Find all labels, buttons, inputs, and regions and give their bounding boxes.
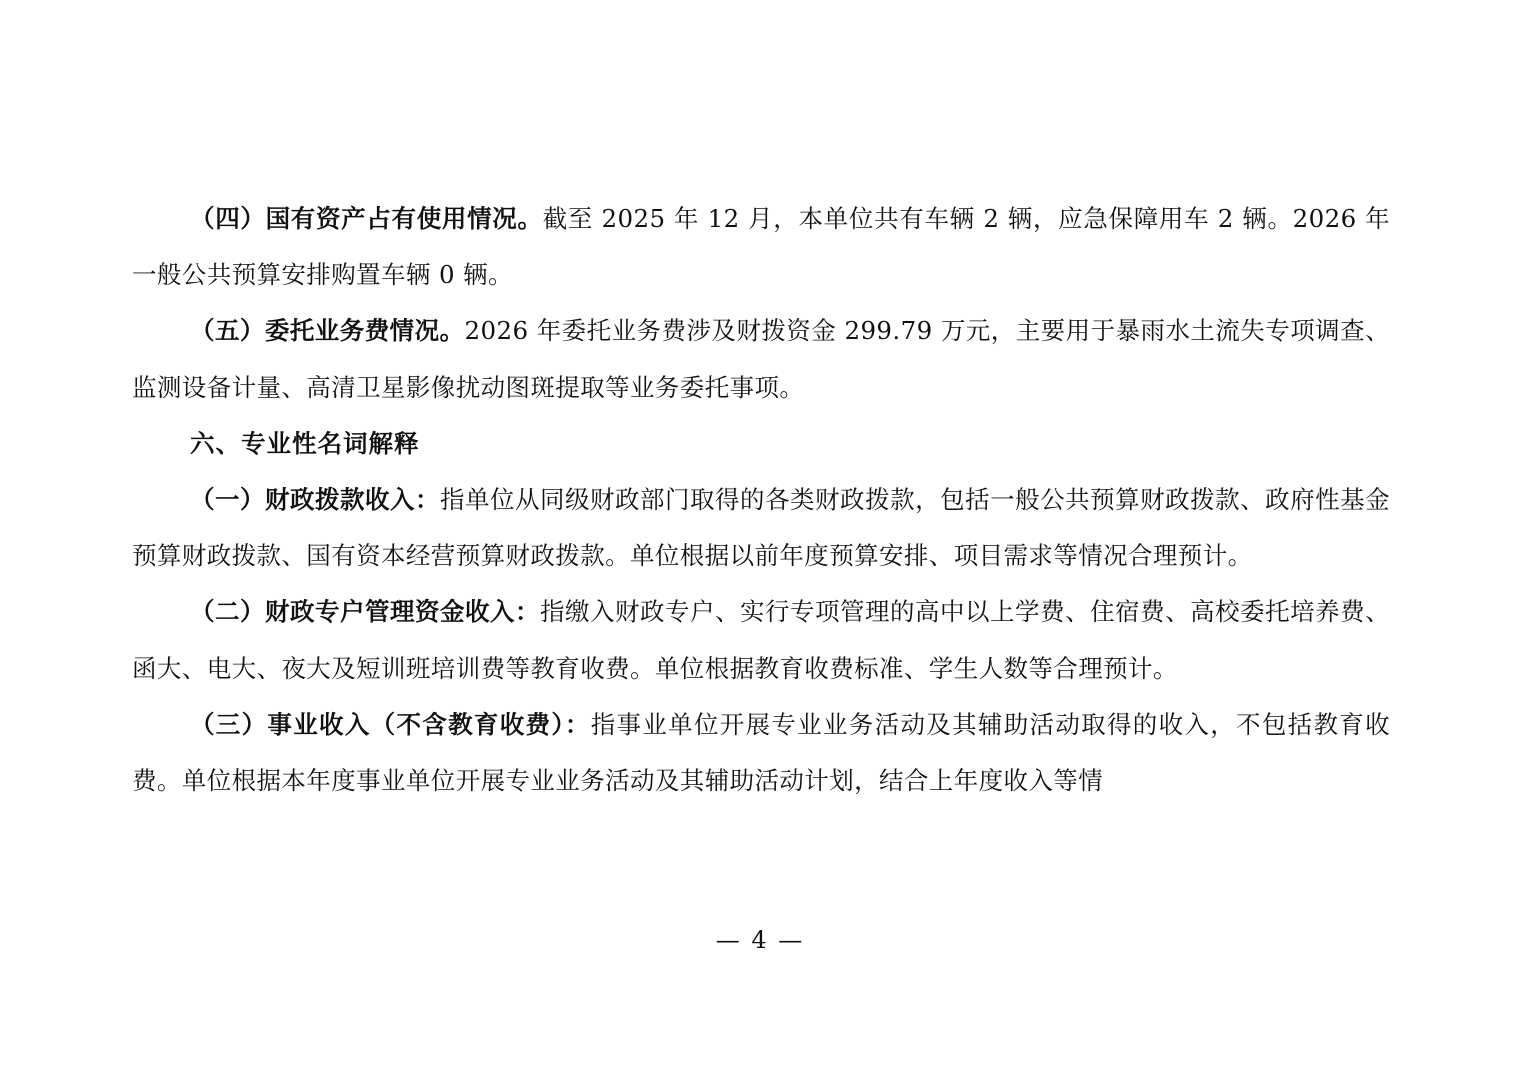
paragraph-state-assets — [132, 191, 1390, 303]
section-heading: 六、专业性名词解释 — [190, 428, 420, 458]
paragraph-lead: （三）事业收入（不含教育收费）： — [190, 709, 591, 739]
paragraph-text: 2026 年委托业务费涉及财拨资金 299.79 万元，主要用于暴雨水土流失专项调查、监测设备计量、高清卫星影像扰动图斑提取等业务委托事项。 — [132, 316, 1390, 402]
paragraph-business-income — [132, 697, 1390, 809]
paragraph-lead: （一）财政拨款收入： — [190, 485, 441, 515]
paragraph-lead: （四）国有资产占有使用情况。 — [190, 204, 543, 233]
document-body — [132, 191, 1390, 809]
paragraph-lead: （五）委托业务费情况。 — [190, 316, 465, 346]
paragraph-lead: （二）财政专户管理资金收入： — [190, 597, 541, 627]
paragraph-entrusted-business — [132, 303, 1390, 415]
paragraph-text: 指单位从同级财政部门取得的各类财政拨款，包括一般公共预算财政拨款、政府性基金预算财政拨款、国有资本经营预算财政拨款。单位根据以前年度预算安排、项目需求等情况合理预计。 — [132, 485, 1391, 571]
paragraph-fiscal-appropriation — [132, 472, 1390, 584]
paragraph-special-account — [132, 584, 1390, 696]
paragraph-text: 指缴入财政专户、实行专项管理的高中以上学费、住宿费、高校委托培养费、函大、电大、夜大及短训班培训费等教育收费。单位根据教育收费标准、学生人数等合理预计。 — [132, 597, 1390, 683]
page-number: — 4 — — [715, 926, 805, 954]
paragraph-text: 指事业单位开展专业业务活动及其辅助活动取得的收入，不包括教育收费。单位根据本年度事业单位开展专业业务活动及其辅助活动计划，结合上年度收入等情 — [132, 709, 1390, 796]
paragraph-text: 截至 2025 年 12 月，本单位共有车辆 2 辆，应急保障用车 2 辆。2026 年一般公共预算安排购置车辆 0 辆。 — [132, 204, 1390, 290]
